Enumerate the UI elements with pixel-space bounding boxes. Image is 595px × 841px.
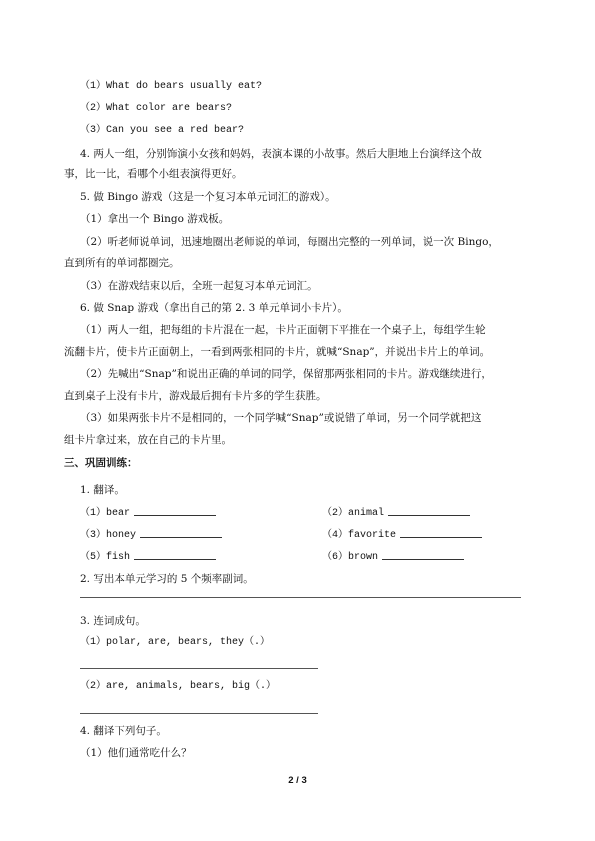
activity-4-line1: 4. 两人一组，分别饰演小女孩和妈妈，表演本课的小故事。然后大胆地上台演绎这个故 <box>80 148 482 160</box>
answer-blank[interactable] <box>134 505 216 516</box>
translate-item: （5）fish <box>80 549 216 565</box>
question-line: （1）What do bears usually eat? <box>80 81 263 92</box>
section-heading: 三、巩固训练： <box>64 457 138 469</box>
activity-6-step3-line2: 组卡片拿过来，放在自己的卡片里。 <box>64 434 232 446</box>
translate-item: （2）animal <box>322 505 470 521</box>
translate-item: （1）bear <box>80 505 216 521</box>
answer-blank[interactable] <box>134 549 216 560</box>
activity-6-step2-line2: 直到桌子上没有卡片，游戏最后拥有卡片多的学生获胜。 <box>64 390 327 402</box>
question-line: （3）Can you see a red bear? <box>80 125 245 136</box>
exercise-1-title: 1. 翻译。 <box>80 484 125 496</box>
answer-blank[interactable] <box>140 527 222 538</box>
exercise-2-title: 2. 写出本单元学习的 5 个频率副词。 <box>80 573 254 585</box>
answer-blank[interactable] <box>400 527 482 538</box>
translate-item: （4）favorite <box>322 527 482 543</box>
reorder-question: （1）polar, are, bears, they（.） <box>80 637 271 648</box>
activity-5-step3: （3）在游戏结束以后，全班一起复习本单元词汇。 <box>80 280 318 292</box>
answer-blank[interactable] <box>388 505 470 516</box>
activity-4-line2: 事，比一比，看哪个小组表演得更好。 <box>64 168 243 180</box>
answer-line[interactable] <box>80 668 318 669</box>
activity-5-step2-line1: （2）听老师说单词，迅速地圈出老师说的单词，每圈出完整的一列单词，说一次 Bingo， <box>80 236 499 248</box>
activity-6-step1-line2: 流翻卡片，使卡片正面朝上，一看到两张相同的卡片，就喊“Snap”，并说出卡片上的单词。 <box>64 346 491 358</box>
answer-line[interactable] <box>80 713 318 714</box>
activity-5-title: 5. 做 Bingo 游戏（这是一个复习本单元词汇的游戏）。 <box>80 191 336 203</box>
activity-6-step3-line1: （3）如果两张卡片不是相同的，一个同学喊“Snap”或说错了单词，另一个同学就把这 <box>80 412 482 424</box>
activity-6-title: 6. 做 Snap 游戏（拿出自己的第 2. 3 单元单词小卡片）。 <box>80 302 348 314</box>
page-number: 2 / 3 <box>288 775 307 786</box>
activity-5-step2-line2: 直到所有的单词都圈完。 <box>64 257 180 269</box>
reorder-question: （2）are, animals, bears, big（.） <box>80 681 277 692</box>
translate-item: （3）honey <box>80 527 222 543</box>
activity-5-step1: （1）拿出一个 Bingo 游戏板。 <box>80 213 230 225</box>
question-line: （2）What color are bears? <box>80 103 233 114</box>
translate-sentence: （1）他们通常吃什么？ <box>80 747 192 759</box>
activity-6-step1-line1: （1）两人一组，把每组的卡片混在一起，卡片正面朝下平推在一个桌子上，每组学生轮 <box>80 324 486 336</box>
answer-blank[interactable] <box>382 549 464 560</box>
exercise-4-title: 4. 翻译下列句子。 <box>80 725 167 737</box>
exercise-3-title: 3. 连词成句。 <box>80 615 146 627</box>
translate-item: （6）brown <box>322 549 464 565</box>
activity-6-step2-line1: （2）先喊出“Snap”和说出正确的单词的同学，保留那两张相同的卡片。游戏继续进行， <box>80 368 492 380</box>
answer-line[interactable] <box>80 597 521 598</box>
